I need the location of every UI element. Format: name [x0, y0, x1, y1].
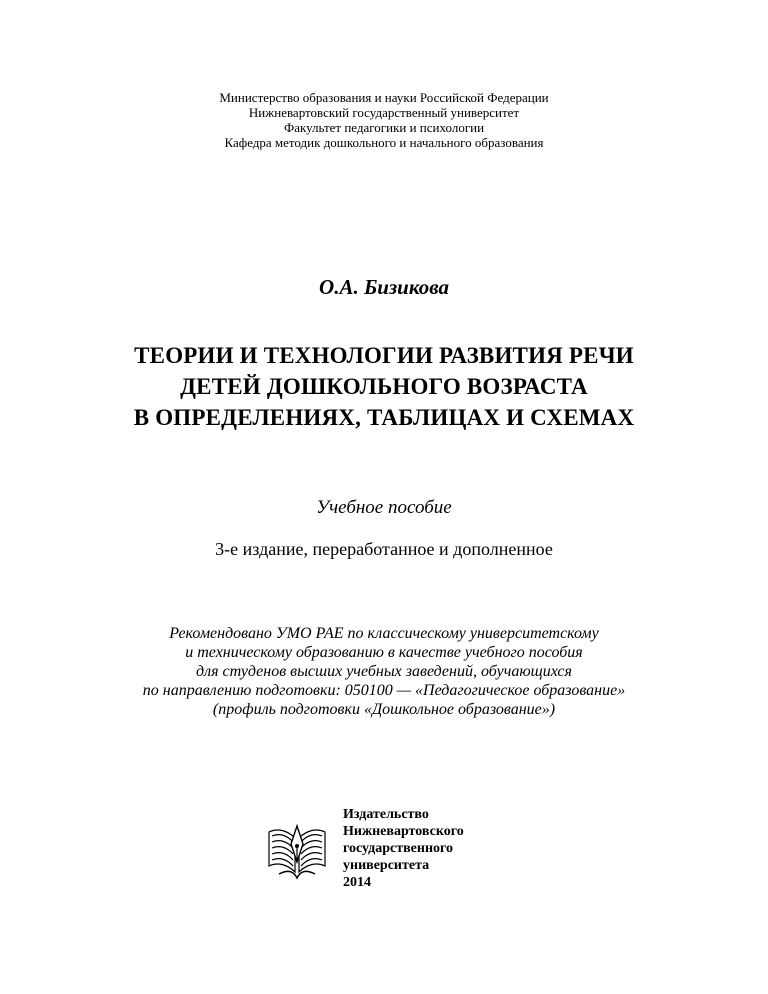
- book-title: [0, 340, 768, 433]
- title-line-3: В ОПРЕДЕЛЕНИЯХ, ТАБЛИЦАХ И СХЕМАХ: [133, 405, 635, 430]
- author-name: О.А. Бизикова: [319, 275, 449, 299]
- institution-header: [0, 90, 768, 150]
- open-book-pen-icon: [265, 822, 329, 882]
- department-line: Кафедра методик дошкольного и начального образования: [224, 135, 544, 150]
- publication-year: 2014: [343, 875, 371, 890]
- recommendation-line-3: для студенов высших учебных заведений, обучающихся: [196, 663, 572, 680]
- title-line-2: ДЕТЕЙ ДОШКОЛЬНОГО ВОЗРАСТА: [180, 374, 588, 399]
- publisher-line-3: государственного: [343, 841, 454, 856]
- recommendation-block: [0, 624, 768, 719]
- publisher-line-2: Нижневартовского: [343, 824, 464, 839]
- faculty-line: Факультет педагогики и психологии: [283, 120, 485, 135]
- publisher-block: [343, 806, 464, 891]
- recommendation-line-2: и техническому образованию в качестве учебного пособия: [185, 644, 583, 661]
- ministry-line: Министерство образования и науки Российской Федерации: [219, 90, 549, 105]
- publisher-line-4: университета: [343, 858, 430, 873]
- edition-note: 3-е издание, переработанное и дополненное: [215, 539, 553, 559]
- title-line-1: ТЕОРИИ И ТЕХНОЛОГИИ РАЗВИТИЯ РЕЧИ: [134, 343, 634, 368]
- recommendation-line-4: по направлению подготовки: 050100 — «Педагогическое образование»: [142, 682, 626, 699]
- recommendation-line-1: Рекомендовано УМО РАЕ по классическому университетскому: [169, 625, 599, 642]
- book-genre: Учебное пособие: [316, 497, 452, 518]
- recommendation-line-5: (профиль подготовки «Дошкольное образование»): [212, 701, 556, 718]
- publisher-line-1: Издательство: [343, 807, 429, 822]
- university-line: Нижневартовский государственный университет: [248, 105, 520, 120]
